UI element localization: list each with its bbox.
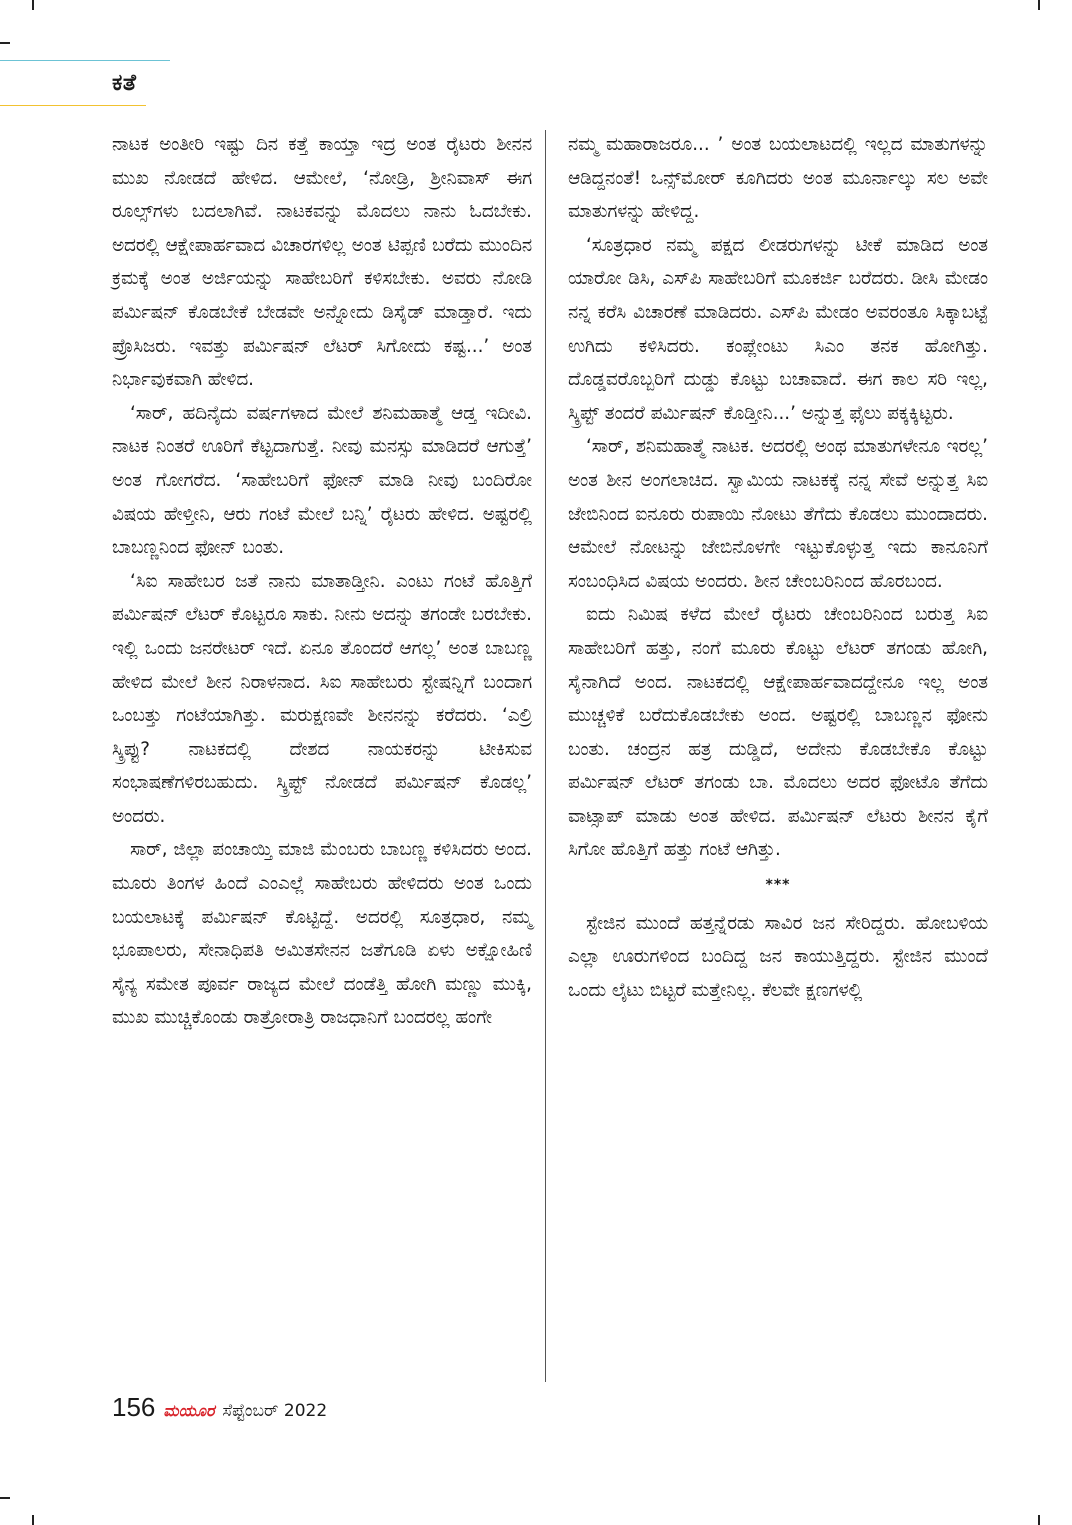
crop-mark bbox=[0, 1497, 10, 1499]
page-number: 156 bbox=[112, 1392, 156, 1422]
crop-mark bbox=[1038, 1515, 1040, 1525]
paragraph: ಸಾರ್, ಜಿಲ್ಲಾ ಪಂಚಾಯ್ತಿ ಮಾಜಿ ಮೆಂಬರು ಬಾಬಣ್ಣ ಕಳಿಸಿದರು ಅಂದ. ಮೂರು ತಿಂಗಳ ಹಿಂದೆ ಎಂಎಲ್ಲೆ ಸಾಹೇಬರು ಹೇಳಿದರು ಅಂತ ಒಂದು ಬಯಲಾಟಕ್ಕೆ ಪರ್ಮಿಷನ್ ಕೊಟ್ಟಿದ್ದೆ. ಅದರಲ್ಲಿ ಸೂತ್ರಧಾರ, ನಮ್ಮ ಭೂಪಾಲರು, ಸೇನಾಧಿಪತಿ ಅಮಿತಸೇನನ ಜತೆಗೂಡಿ ಏಳು ಅಕ್ಷೋಹಿಣಿ ಸೈನ್ಯ ಸಮೇತ ಪೂರ್ವ ರಾಜ್ಯದ ಮೇಲೆ ದಂಡೆತ್ತಿ ಹೋಗಿ ಮಣ್ಣು ಮುಕ್ಕಿ, ಮುಖ ಮುಚ್ಚಿಕೊಂಡು ರಾತ್ರೋರಾತ್ರಿ ರಾಜಧಾನಿಗೆ ಬಂದರಲ್ಲ ಹಂಗೇ bbox=[112, 839, 532, 1029]
issue-date: ಸೆಪ್ಟೆಂಬರ್ 2022 bbox=[222, 1401, 328, 1421]
section-bar-top bbox=[0, 60, 170, 61]
paragraph: ನಾಟಕ ಅಂತೀರಿ ಇಷ್ಟು ದಿನ ಕತ್ತೆ ಕಾಯ್ತಾ ಇದ್ರ ಅಂತ ರೈಟರು ಶೀನನ ಮುಖ ನೋಡದೆ ಹೇಳಿದ. ಆಮೇಲೆ, ‘ನೋಡ್ರಿ, ಶ್ರೀನಿವಾಸ್ ಈಗ ರೂಲ್ಸ್‌ಗಳು ಬದಲಾಗಿವೆ. ನಾಟಕವನ್ನು ಮೊದಲು ನಾನು ಓದಬೇಕು. ಅದರಲ್ಲಿ ಆಕ್ಷೇಪಾರ್ಹವಾದ ವಿಚಾರಗಳಿಲ್ಲ ಅಂತ ಟಿಪ್ಪಣಿ ಬರೆದು ಮುಂದಿನ ಕ್ರಮಕ್ಕೆ ಅಂತ ಅರ್ಜಿಯನ್ನು ಸಾಹೇಬರಿಗೆ ಕಳಿಸಬೇಕು. ಅವರು ನೋಡಿ ಪರ್ಮಿಷನ್ ಕೊಡಬೇಕೆ ಬೇಡವೇ ಅನ್ನೋದು ಡಿಸೈಡ್ ಮಾಡ್ತಾರೆ. ಇದು ಪ್ರೊಸಿಜರು. ಇವತ್ತು ಪರ್ಮಿಷನ್ ಲೆಟರ್ ಸಿಗೋದು ಕಷ್ಟ...’ ಅಂತ ನಿರ್ಭಾವುಕವಾಗಿ ಹೇಳಿದ. bbox=[112, 134, 532, 391]
article-column-right bbox=[568, 128, 988, 1007]
paragraph: ಸ್ಟೇಜಿನ ಮುಂದೆ ಹತ್ತನ್ನೆರಡು ಸಾವಿರ ಜನ ಸೇರಿದ್ದರು. ಹೋಬಳಿಯ ಎಲ್ಲಾ ಊರುಗಳಿಂದ ಬಂದಿದ್ದ ಜನ ಕಾಯುತ್ತಿದ್ದರು. ಸ್ಟೇಜಿನ ಮುಂದೆ ಒಂದು ಲೈಟು ಬಿಟ್ಟರೆ ಮತ್ತೇನಿಲ್ಲ. ಕೆಲವೇ ಕ್ಷಣಗಳಲ್ಲಿ bbox=[568, 912, 988, 1001]
paragraph: ‘ಸಾರ್, ಹದಿನೈದು ವರ್ಷಗಳಾದ ಮೇಲೆ ಶನಿಮಹಾತ್ಮೆ ಆಡ್ತ ಇದೀವಿ. ನಾಟಕ ನಿಂತರೆ ಊರಿಗೆ ಕೆಟ್ಟದಾಗುತ್ತೆ. ನೀವು ಮನಸ್ಸು ಮಾಡಿದರೆ ಆಗುತ್ತೆ’ ಅಂತ ಗೋಗರೆದ. ‘ಸಾಹೇಬರಿಗೆ ಫೋನ್ ಮಾಡಿ ನೀವು ಬಂದಿರೋ ವಿಷಯ ಹೇಳ್ತೀನಿ, ಆರು ಗಂಟೆ ಮೇಲೆ ಬನ್ನಿ’ ರೈಟರು ಹೇಳಿದ. ಅಷ್ಟರಲ್ಲಿ ಬಾಬಣ್ಣನಿಂದ ಫೋನ್ ಬಂತು. bbox=[112, 402, 532, 559]
column-divider bbox=[545, 130, 546, 1382]
paragraph: ‘ಸಿಐ ಸಾಹೇಬರ ಜತೆ ನಾನು ಮಾತಾಡ್ತೀನಿ. ಎಂಟು ಗಂಟೆ ಹೊತ್ತಿಗೆ ಪರ್ಮಿಷನ್ ಲೆಟರ್ ಕೊಟ್ಟರೂ ಸಾಕು. ನೀನು ಅದನ್ನು ತಗಂಡೇ ಬರಬೇಕು. ಇಲ್ಲಿ ಒಂದು ಜನರೇಟರ್ ಇದೆ. ಏನೂ ತೊಂದರೆ ಆಗಲ್ಲ’ ಅಂತ ಬಾಬಣ್ಣ ಹೇಳಿದ ಮೇಲೆ ಶೀನ ನಿರಾಳನಾದ. ಸಿಐ ಸಾಹೇಬರು ಸ್ಟೇಷನ್ನಿಗೆ ಬಂದಾಗ ಒಂಬತ್ತು ಗಂಟೆಯಾಗಿತ್ತು. ಮರುಕ್ಷಣವೇ ಶೀನನನ್ನು ಕರೆದರು. ‘ಎಲ್ರಿ ಸ್ಕ್ರಿಪ್ಟು? ನಾಟಕದಲ್ಲಿ ದೇಶದ ನಾಯಕರನ್ನು ಟೀಕಿಸುವ ಸಂಭಾಷಣೆಗಳಿರಬಹುದು. ಸ್ಕ್ರಿಪ್ಟ್ ನೋಡದೆ ಪರ್ಮಿಷನ್ ಕೊಡಲ್ಲ’ ಅಂದರು. bbox=[112, 570, 532, 827]
crop-mark bbox=[1038, 0, 1040, 10]
page-footer bbox=[112, 1392, 327, 1423]
paragraph: ನಮ್ಮ ಮಹಾರಾಜರೂ... ’ ಅಂತ ಬಯಲಾಟದಲ್ಲಿ ಇಲ್ಲದ ಮಾತುಗಳನ್ನು ಆಡಿದ್ದನಂತೆ! ಒನ್ಸ್‌ಮೋರ್ ಕೂಗಿದರು ಅಂತ ಮೂರ್ನಾಲ್ಕು ಸಲ ಅವೇ ಮಾತುಗಳನ್ನು ಹೇಳಿದ್ದ. bbox=[568, 134, 988, 223]
section-bar-bottom bbox=[0, 105, 146, 106]
magazine-logo: ಮಯೂರ bbox=[163, 1401, 215, 1420]
crop-mark bbox=[32, 0, 34, 10]
paragraph: ಐದು ನಿಮಿಷ ಕಳೆದ ಮೇಲೆ ರೈಟರು ಚೇಂಬರಿನಿಂದ ಬರುತ್ತ ಸಿಐ ಸಾಹೇಬರಿಗೆ ಹತ್ತು, ನಂಗೆ ಮೂರು ಕೊಟ್ಟು ಲೆಟರ್ ತಗಂಡು ಹೋಗಿ, ಸೈನಾಗಿದೆ ಅಂದ. ನಾಟಕದಲ್ಲಿ ಆಕ್ಷೇಪಾರ್ಹವಾದದ್ದೇನೂ ಇಲ್ಲ ಅಂತ ಮುಚ್ಚಳಿಕೆ ಬರೆದುಕೊಡಬೇಕು ಅಂದ. ಅಷ್ಟರಲ್ಲಿ ಬಾಬಣ್ಣನ ಫೋನು ಬಂತು. ಚಂದ್ರನ ಹತ್ರ ದುಡ್ಡಿದೆ, ಅದೇನು ಕೊಡಬೇಕೊ ಕೊಟ್ಟು ಪರ್ಮಿಷನ್ ಲೆಟರ್ ತಗಂಡು ಬಾ. ಮೊದಲು ಅದರ ಫೋಟೊ ತೆಗೆದು ವಾಟ್ಸಾಪ್ ಮಾಡು ಅಂತ ಹೇಳಿದ. ಪರ್ಮಿಷನ್ ಲೆಟರು ಶೀನನ ಕೈಗೆ ಸಿಗೋ ಹೊತ್ತಿಗೆ ಹತ್ತು ಗಂಟೆ ಆಗಿತ್ತು. bbox=[568, 604, 988, 861]
paragraph: ‘ಸಾರ್, ಶನಿಮಹಾತ್ಮೆ ನಾಟಕ. ಅದರಲ್ಲಿ ಅಂಥ ಮಾತುಗಳೇನೂ ಇರಲ್ಲ’ ಅಂತ ಶೀನ ಅಂಗಲಾಚಿದ. ಸ್ವಾಮಿಯ ನಾಟಕಕ್ಕೆ ನನ್ನ ಸೇವೆ ಅನ್ನುತ್ತ ಸಿಐ ಜೇಬಿನಿಂದ ಐನೂರು ರುಪಾಯಿ ನೋಟು ತೆಗೆದು ಕೊಡಲು ಮುಂದಾದರು. ಆಮೇಲೆ ನೋಟನ್ನು ಜೇಬಿನೊಳಗೇ ಇಟ್ಟುಕೊಳ್ಳುತ್ತ ಇದು ಕಾನೂನಿಗೆ ಸಂಬಂಧಿಸಿದ ವಿಷಯ ಅಂದರು. ಶೀನ ಚೇಂಬರಿನಿಂದ ಹೊರಬಂದ. bbox=[568, 436, 988, 592]
paragraph: ‘ಸೂತ್ರಧಾರ ನಮ್ಮ ಪಕ್ಷದ ಲೀಡರುಗಳನ್ನು ಟೀಕೆ ಮಾಡಿದ ಅಂತ ಯಾರೋ ಡಿಸಿ, ಎಸ್‌ಪಿ ಸಾಹೇಬರಿಗೆ ಮೂಕರ್ಜಿ ಬರೆದರು. ಡೀಸಿ ಮೇಡಂ ನನ್ನ ಕರೆಸಿ ವಿಚಾರಣೆ ಮಾಡಿದರು. ಎಸ್‌ಪಿ ಮೇಡಂ ಅವರಂತೂ ಸಿಕ್ಕಾಬಟ್ಟೆ ಉಗಿದು ಕಳಿಸಿದರು. ಕಂಪ್ಲೇಂಟು ಸಿಎಂ ತನಕ ಹೋಗಿತ್ತು. ದೊಡ್ಡವರೊಬ್ಬರಿಗೆ ದುಡ್ಡು ಕೊಟ್ಟು ಬಚಾವಾದೆ. ಈಗ ಕಾಲ ಸರಿ ಇಲ್ಲ, ಸ್ಕ್ರಿಪ್ಟ್ ತಂದರೆ ಪರ್ಮಿಷನ್ ಕೊಡ್ತೀನಿ...’ ಅನ್ನುತ್ತ ಫೈಲು ಪಕ್ಕಕ್ಕಿಟ್ಟರು. bbox=[568, 234, 988, 424]
crop-mark bbox=[32, 1515, 34, 1525]
section-separator: *** bbox=[765, 877, 791, 894]
crop-mark bbox=[0, 42, 10, 44]
section-title: ಕತೆ bbox=[112, 70, 137, 96]
article-column-left bbox=[112, 128, 532, 1035]
